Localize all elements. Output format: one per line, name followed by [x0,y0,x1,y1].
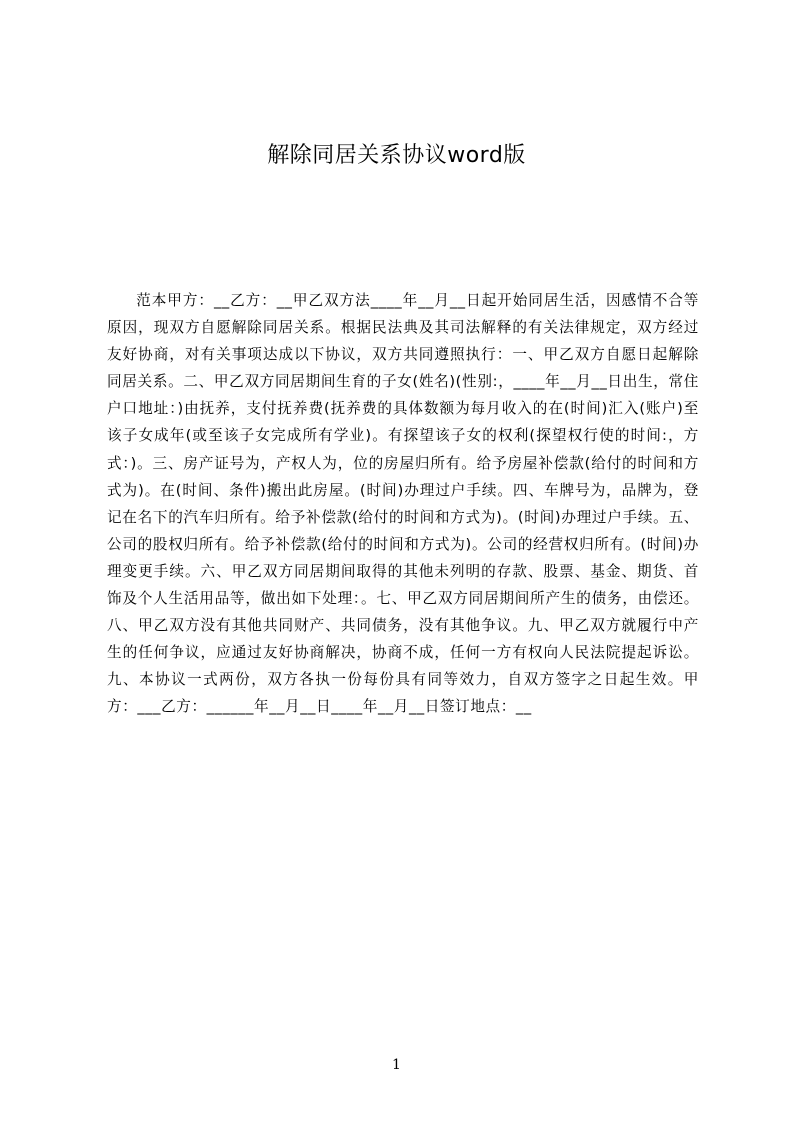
document-title: 解除同居关系协议word版 [267,143,526,168]
agreement-body-text: 范本甲方：__乙方：__甲乙双方法____年__月__日起开始同居生活，因感情不合等原因，现双方自愿解除同居关系。根据民法典及其司法解释的有关法律规定，双方经过友好协商，对有关事项达成以下协议，双方共同遵照执行：一、甲乙双方自愿日起解除同居关系。二、甲乙双方同居期间生育的子女(姓名)(性别:，____年__月__日出生，常住户口地址：)由抚养，支付抚养费(抚养费的具体数额为每月收入的在(时间)汇入(账户)至该子女成年(或至该子女完成所有学业)。有探望该子女的权利(探望权行使的时间:，方式：)。三、房产证号为，产权人为，位的房屋归所有。给予房屋补偿款(给付的时间和方式为)。在(时间、条件)搬出此房屋。(时间)办理过户手续。四、车牌号为，品牌为，登记在名下的汽车归所有。给予补偿款(给付的时间和方式为)。(时间)办理过户手续。五、公司的股权归所有。给予补偿款(给付的时间和方式为)。公司的经营权归所有。(时间)办理变更手续。六、甲乙双方同居期间取得的其他未列明的存款、股票、基金、期货、首饰及个人生活用品等，做出如下处理：。七、甲乙双方同居期间所产生的债务，由偿还。八、甲乙双方没有其他共同财产、共同债务，没有其他争议。九、甲乙双方就履行中产生的任何争议，应通过友好协商解决，协商不成，任何一方有权向人民法院提起诉讼。九、本协议一式两份，双方各执一份每份具有同等效力，自双方签字之日起生效。甲方：___乙方：______年__月__日____年__月__日签订地点：__ [107,292,699,716]
page-number: 1 [392,1057,401,1073]
